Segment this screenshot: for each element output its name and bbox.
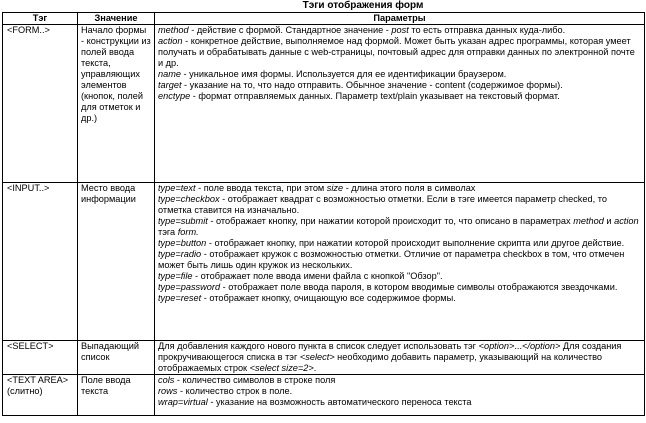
param-line <box>158 216 641 238</box>
param-keyword: action <box>158 36 183 46</box>
param-line <box>158 238 641 249</box>
param-text: - действие с формой. Стандартное значение - <box>188 25 392 35</box>
param-text: и <box>603 216 615 226</box>
meaning-cell: Выпадающий список <box>78 341 155 375</box>
param-keyword: post <box>391 25 409 35</box>
meaning-cell: Место ввода информации <box>78 183 155 341</box>
param-line <box>158 293 641 304</box>
param-keyword: method <box>573 216 604 226</box>
param-keyword: <select size=2> <box>249 363 314 373</box>
param-keyword: type=reset <box>158 293 202 303</box>
param-keyword: </option> <box>522 341 561 351</box>
meaning-cell: Начало формы - конструкции из полей ввода текста, управляющих элементов (кнопок, полей для отметок и др.) <box>78 25 155 183</box>
param-text: - уникальное имя формы. Используется для ее идентификации браузером. <box>180 69 507 79</box>
param-keyword: type=submit <box>158 216 208 226</box>
tag-cell: <SELECT> <box>3 341 78 375</box>
params-cell <box>155 25 645 183</box>
param-line <box>158 397 641 408</box>
header-row <box>3 13 645 25</box>
param-line <box>158 80 641 91</box>
param-keyword: type=checkbox <box>158 194 220 204</box>
param-keyword: rows <box>158 386 178 396</box>
param-text: - указание на возможность автоматического переноса текста <box>207 397 472 407</box>
param-text: - отображает кнопку, при нажатии которой происходит выполнение скрипта или другое действие. <box>206 238 625 248</box>
param-text: - отображает поле ввода имени файла с кнопкой "Обзор". <box>192 271 443 281</box>
param-text: . <box>313 363 317 373</box>
table-row <box>3 25 645 183</box>
param-keyword: <select> <box>299 352 335 362</box>
param-line <box>158 249 641 271</box>
form-tags-table <box>2 12 645 416</box>
param-text: - количество символов в строке поля <box>174 375 336 385</box>
param-keyword: type=file <box>158 271 193 281</box>
param-text: - поле ввода текста, при этом <box>195 183 327 193</box>
header-tag: Тэг <box>3 13 78 25</box>
param-text: - формат отправляемых данных. Параметр text/plain указывает на текстовый формат. <box>190 91 560 101</box>
table-row <box>3 183 645 341</box>
param-keyword: enctype <box>158 91 191 101</box>
param-keyword: wrap=virtual <box>158 397 208 407</box>
header-meaning: Значение <box>78 13 155 25</box>
param-keyword: method <box>158 25 189 35</box>
tag-cell: <FORM..> <box>3 25 78 183</box>
param-text: - указание на то, что надо отправить. Обычное значение - content (содержимое формы). <box>181 80 563 90</box>
param-keyword: target <box>158 80 182 90</box>
table-row <box>3 375 645 416</box>
param-line <box>158 375 641 386</box>
param-text: Для добавления каждого нового пункта в список следует использовать тэг <box>158 341 479 351</box>
param-line <box>158 69 641 80</box>
param-text: - отображает квадрат с возможностью отметки. Если в тэге имеется параметр checked, то отметка ставится на изначально. <box>158 194 607 215</box>
params-cell <box>155 341 645 375</box>
param-text: то есть отправка данных куда-либо. <box>408 25 566 35</box>
param-line <box>158 282 641 293</box>
header-params: Параметры <box>155 13 645 25</box>
param-keyword: name <box>158 69 181 79</box>
param-line <box>158 36 641 69</box>
param-keyword: form. <box>177 227 199 237</box>
page-title: Тэги отображения форм <box>302 0 424 11</box>
param-text: - отображает кнопку, при нажатии которой происходит то, что описано в параметрах <box>207 216 574 226</box>
params-cell <box>155 375 645 416</box>
tag-cell: <TEXT AREA> (слитно) <box>3 375 78 416</box>
param-text: необходимо добавить параметр, указывающий на количество отображаемых строк <box>158 352 602 373</box>
param-keyword: action <box>614 216 639 226</box>
param-text: Для создания прокручивающегося списка в тэг <box>158 341 622 362</box>
param-line <box>158 194 641 216</box>
param-text: - длина этого поля в символах <box>343 183 476 193</box>
meaning-cell: Поле ввода текста <box>78 375 155 416</box>
param-line <box>158 341 641 374</box>
param-keyword: cols <box>158 375 175 385</box>
param-text: - отображает кнопку, очищающую все содержимое формы. <box>201 293 456 303</box>
param-line <box>158 386 641 397</box>
param-text: тэга <box>158 227 178 237</box>
param-keyword: <option> <box>478 341 515 351</box>
tag-cell: <INPUT..> <box>3 183 78 341</box>
param-line <box>158 91 641 102</box>
param-text: - отображает кружок с возможностью отметки. Отличие от параметра checkbox в том, что отмечен может быть лишь один кружок из нескольких. <box>158 249 625 270</box>
param-keyword: type=radio <box>158 249 202 259</box>
param-keyword: type=text <box>158 183 196 193</box>
param-line <box>158 25 641 36</box>
param-line <box>158 271 641 282</box>
param-line <box>158 183 641 194</box>
param-text: - отображает поле ввода пароля, в котором вводимые символы отображаются звездочками. <box>220 282 618 292</box>
param-text: ... <box>514 341 523 351</box>
param-keyword: type=password <box>158 282 221 292</box>
table-row <box>3 341 645 375</box>
param-keyword: type=button <box>158 238 207 248</box>
params-cell <box>155 183 645 341</box>
param-text: - конкретное действие, выполняемое над формой. Может быть указан адрес программы, которая умеет получать и обрабатывать данные с web-страницы, почтовый адрес для отправки данных по электронной почте и др. <box>158 36 635 68</box>
param-keyword: size <box>326 183 344 193</box>
param-text: - количество строк в поле. <box>177 386 293 396</box>
